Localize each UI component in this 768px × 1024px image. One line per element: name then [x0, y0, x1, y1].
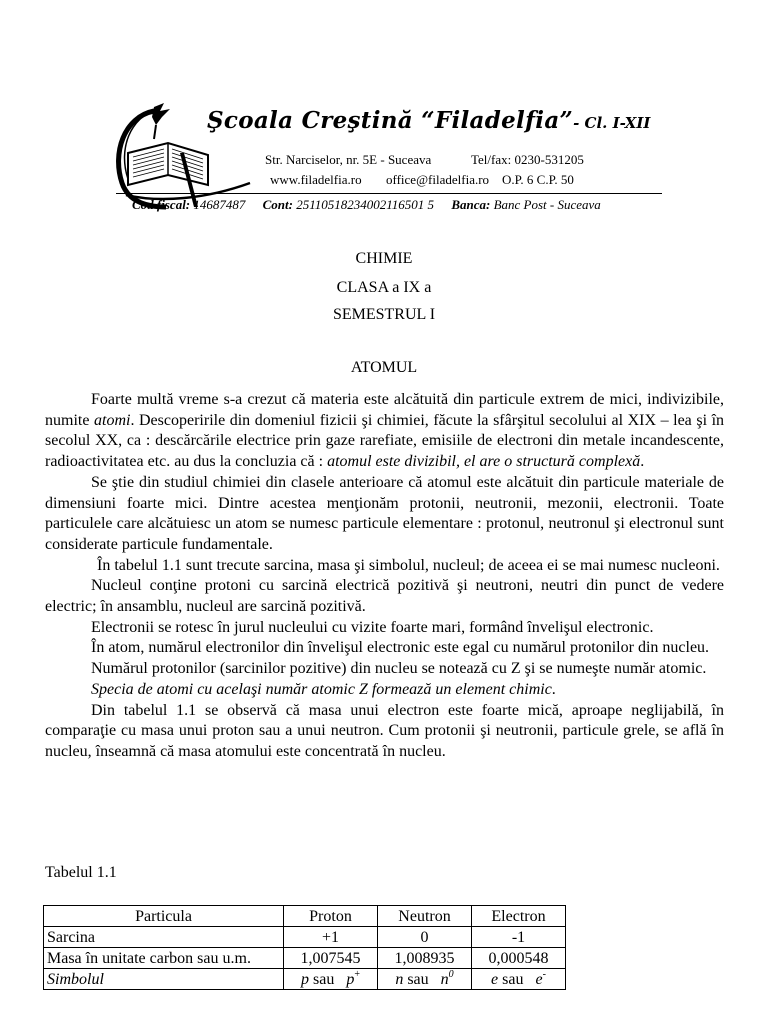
- table-cell: 1,008935: [378, 948, 472, 969]
- paragraph-2: Se ştie din studiul chimiei din clasele anterioare că atomul este alcătuit din particule materiale de dimensiuni foarte mici. Dintre acestea menţionăm protonii, neutronii, mezonii, electronii. Toate particulele care alcătuiesc un atom se numesc particule elementare : protonul, neutronul şi electronul sunt considerate particule fundamentale.: [45, 473, 724, 553]
- semester-title: SEMESTRUL I: [332, 306, 436, 323]
- address-line-1: [265, 152, 584, 168]
- table-cell: Simbolul: [44, 969, 284, 990]
- table-row-symbol: [44, 969, 566, 990]
- fiscal-line: [132, 197, 601, 213]
- symbol-proton: p sau p+: [284, 969, 378, 990]
- table-cell: 0,000548: [472, 948, 566, 969]
- paragraph-9: Din tabelul 1.1 se observă că masa unui electron este foarte mică, aproape neglijabilă, în comparaţie cu masa unui proton sau a unui neutron. Cum protonii şi neutronii, particule grele, se află în nucleu, înseamnă că masa atomului este concentrată în nucleu.: [45, 701, 724, 760]
- paragraph-7: Numărul protonilor (sarcinilor pozitive) din nucleu se notează cu Z şi se numeşte număr atomic.: [91, 660, 707, 678]
- website: www.filadelfia.ro: [270, 172, 362, 187]
- bank-value: Banc Post - Suceava: [493, 197, 601, 212]
- symbol-electron: e sau e-: [472, 969, 566, 990]
- table-cell: 1,007545: [284, 948, 378, 969]
- symbol-neutron: n sau $n^0$: [378, 969, 472, 990]
- address-line-2: [270, 172, 574, 188]
- table-caption: Tabelul 1.1: [45, 864, 117, 881]
- letterhead: [110, 103, 662, 218]
- paragraph-3: În tabelul 1.1 sunt trecute sarcina, masa şi simbolul, nucleul; de aceea ei se mai numesc nucleoni.: [97, 556, 720, 574]
- table-cell: Masa în unitate carbon sau u.m.: [44, 948, 284, 969]
- paragraph-1: Foarte multă vreme s-a crezut că materia este alcătuită din particule extrem de mici, indivizibile, numite atomi. Descoperirile din domeniul fizicii şi chimiei, făcute la sfârşitul secolului al XIX – lea şi în secolul XX, ca : descărcările electrice prin gaze rarefiate, emisiile de electroni din metale incandescente, radioactivitatea etc. au dus la concluzia că : atomul este divizibil, el are o structură complexă.: [45, 391, 725, 471]
- letterhead-rule: [116, 193, 662, 194]
- street-address: Str. Narciselor, nr. 5E - Suceava: [265, 152, 432, 167]
- table-cell: 0: [378, 927, 472, 948]
- account-label: Cont:: [262, 197, 293, 212]
- post-office: O.P. 6 C.P. 50: [502, 172, 574, 187]
- chapter-title: ATOMUL: [350, 359, 418, 376]
- email: office@filadelfia.ro: [386, 172, 490, 187]
- subject-title: CHIMIE: [355, 250, 413, 267]
- table-header-cell: Particula: [44, 906, 284, 927]
- table-cell: Sarcina: [44, 927, 284, 948]
- table-cell: +1: [284, 927, 378, 948]
- bank-label: Banca:: [451, 197, 491, 212]
- telfax: Tel/fax: 0230-531205: [471, 152, 584, 167]
- table-row: [44, 927, 566, 948]
- account-value: 25110518234002116501 5: [296, 197, 435, 212]
- paragraph-4: Nucleul conţine protoni cu sarcină electrică pozitivă şi neutroni, neutri din punct de vedere electric; în ansamblu, nucleul are sarcină pozitivă.: [45, 577, 724, 616]
- table-header-row: [44, 906, 566, 927]
- school-classes: - Cl. I-XII: [573, 114, 651, 132]
- fiscal-value: 14687487: [193, 197, 246, 212]
- table-header-cell: Neutron: [378, 906, 472, 927]
- class-title: CLASA a IX a: [336, 279, 432, 296]
- fiscal-label: Cod fiscal:: [132, 197, 191, 212]
- paragraph-6: În atom, numărul electronilor din învelişul electronic este egal cu numărul protonilor din nucleu.: [91, 639, 710, 657]
- table-header-cell: Proton: [284, 906, 378, 927]
- table-row: [44, 948, 566, 969]
- table-header-cell: Electron: [472, 906, 566, 927]
- school-name: Şcoala Creştină “Filadelfia”- Cl. I-XII: [207, 107, 651, 134]
- paragraph-5: Electronii se rotesc în jurul nucleului cu vizite foarte mari, formând învelişul electronic.: [91, 618, 654, 636]
- body-text: [45, 390, 724, 763]
- particle-table: [43, 905, 566, 990]
- table-cell: -1: [472, 927, 566, 948]
- paragraph-8: Specia de atomi cu acelaşi număr atomic Z formează un element chimic.: [91, 680, 556, 698]
